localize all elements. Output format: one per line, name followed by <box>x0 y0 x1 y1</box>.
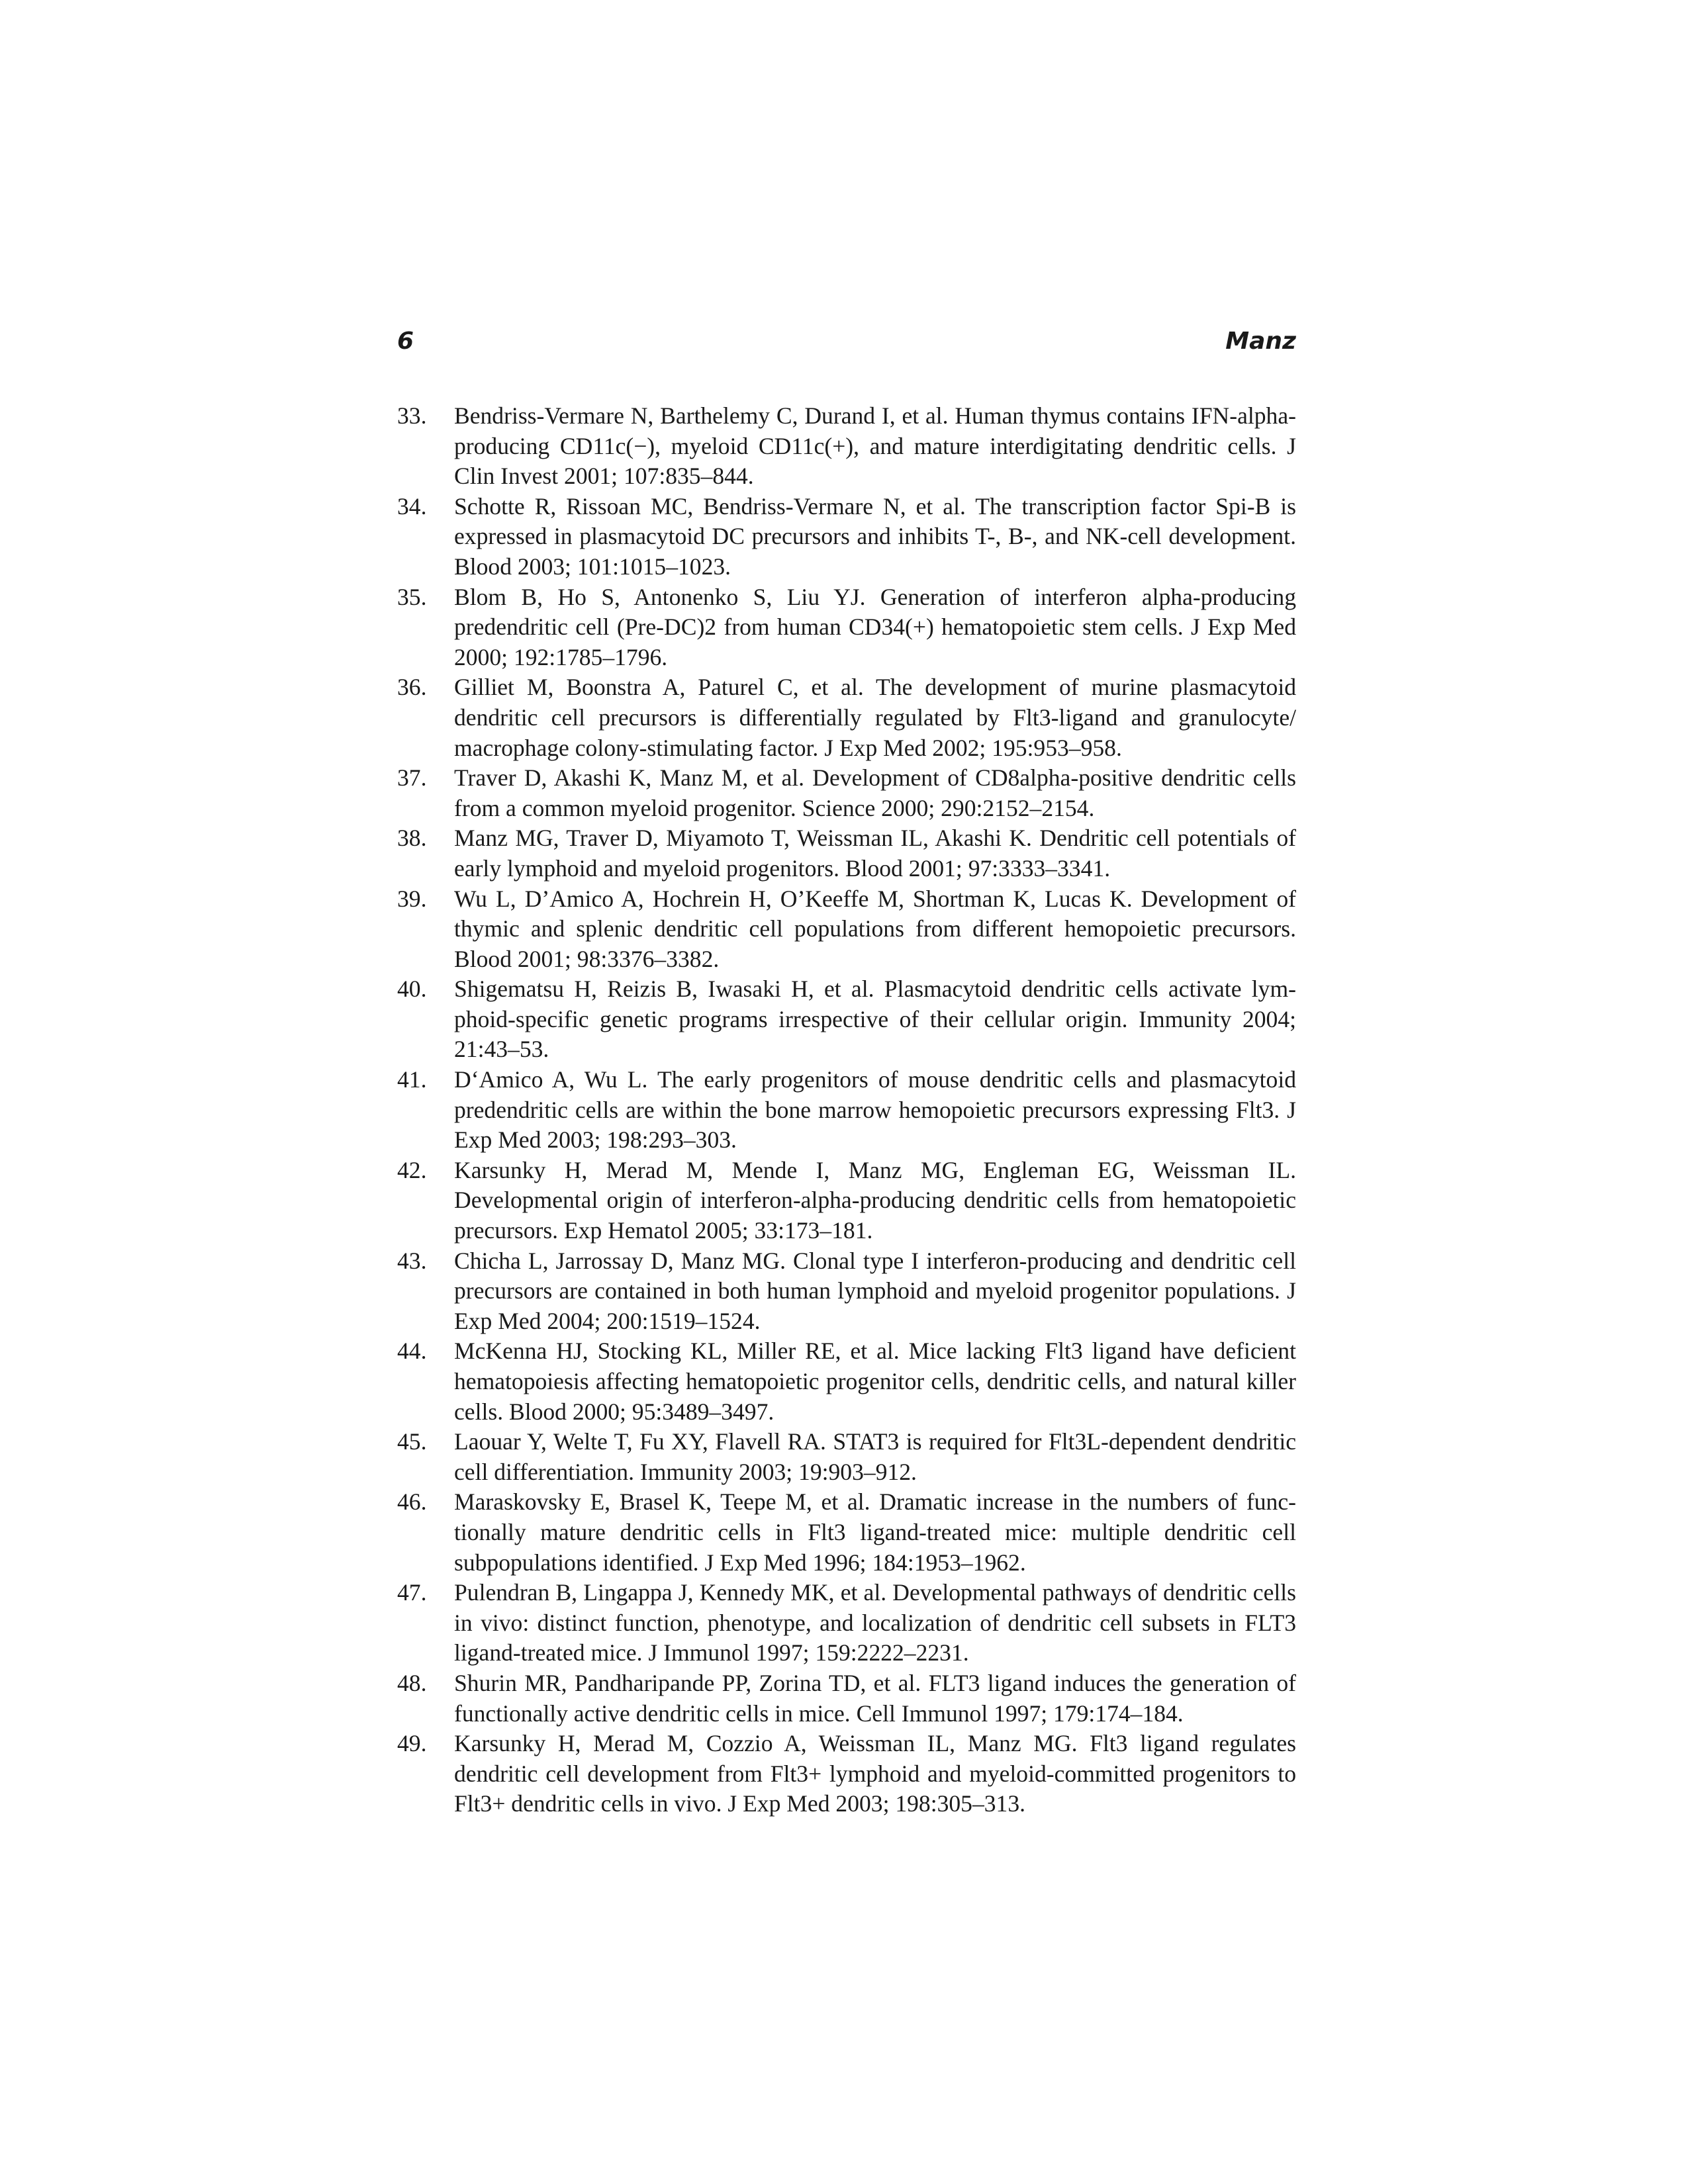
reference-number: 43. <box>397 1247 427 1274</box>
reference-number: 47. <box>397 1579 427 1606</box>
reference-item <box>397 1729 1296 1819</box>
reference-item <box>397 1487 1296 1578</box>
reference-item <box>397 1065 1296 1156</box>
reference-number: 34. <box>397 492 427 520</box>
reference-number: 41. <box>397 1066 427 1093</box>
reference-text: Laouar Y, Welte T, Fu XY, Flavell RA. STAT3 is required for Flt3L-dependent dendritic cell differentiation. Immunity 2003; 19:903–912. <box>454 1428 1296 1485</box>
reference-text: Maraskovsky E, Brasel K, Teepe M, et al. Dramatic increase in the numbers of functionally mature dendritic cells in Flt3 ligand-treated mice: multiple dendritic cell subpopulations identified. J Exp Med 1996; 184:1953–1962. <box>454 1488 1296 1576</box>
reference-text: Manz MG, Traver D, Miyamoto T, Weissman IL, Akashi K. Dendritic cell potentials of early lymphoid and myeloid progenitors. Blood 2001; 97:3333–3341. <box>454 825 1296 882</box>
reference-text: Schotte R, Rissoan MC, Bendriss-Vermare N, et al. The transcription factor Spi-B is expressed in plasmacytoid DC precursors and inhibits T-, B-, and NK-cell development. Blood 2003; 101:1015–1023. <box>454 492 1296 580</box>
reference-item <box>397 823 1296 884</box>
reference-text: Blom B, Ho S, Antonenko S, Liu YJ. Generation of interferon alpha-producing predendritic cell (Pre-DC)2 from human CD34(+) hematopoietic stem cells. J Exp Med 2000; 192:1785–1796. <box>454 583 1296 670</box>
reference-item <box>397 492 1296 582</box>
reference-item <box>397 1427 1296 1487</box>
reference-item <box>397 974 1296 1065</box>
reference-text: Shurin MR, Pandharipande PP, Zorina TD, et al. FLT3 ligand induces the generation of functionally active dendritic cells in mice. Cell Immunol 1997; 179:174–184. <box>454 1669 1296 1727</box>
reference-item <box>397 401 1296 492</box>
reference-text: Bendriss-Vermare N, Barthelemy C, Durand I, et al. Human thymus contains IFN-alpha-producing CD11c(−), myeloid CD11c(+), and mature interdigitating dendritic cells. J Clin Invest 2001; 107:835–844. <box>454 402 1296 490</box>
reference-text: Karsunky H, Merad M, Mende I, Manz MG, Engleman EG, Weissman IL. Developmental origin of interferon-alpha-producing dendritic cells from hematopoietic precursors. Exp Hematol 2005; 33:173–181. <box>454 1156 1296 1244</box>
reference-text: McKenna HJ, Stocking KL, Miller RE, et al. Mice lacking Flt3 ligand have deficient hematopoiesis affecting hematopoietic progenitor cells, dendritic cells, and natural killer cells. Blood 2000; 95:3489–3497. <box>454 1338 1296 1425</box>
reference-number: 36. <box>397 674 427 701</box>
reference-number: 49. <box>397 1730 427 1757</box>
reference-text: Chicha L, Jarrossay D, Manz MG. Clonal type I interferon-producing and dendritic cell precursors are contained in both human lymphoid and myeloid progenitor populations. J Exp Med 2004; 200:1519–1524. <box>454 1247 1296 1334</box>
reference-text: Pulendran B, Lingappa J, Kennedy MK, et al. Developmental pathways of dendritic cells in vivo: distinct function, phenotype, and localization of dendritic cell subsets in FLT3 ligand-treated mice. J Immunol 1997; 159:2222–2231. <box>454 1579 1296 1666</box>
reference-number: 39. <box>397 885 427 912</box>
page-number: 6 <box>397 328 414 355</box>
reference-item <box>397 884 1296 975</box>
running-head <box>397 323 1296 360</box>
reference-item <box>397 1156 1296 1246</box>
reference-item <box>397 1336 1296 1427</box>
reference-number: 45. <box>397 1428 427 1455</box>
reference-text: D‘Amico A, Wu L. The early progenitors of mouse dendritic cells and plasmacytoid predendritic cells are within the bone marrow hemopoietic precursors expressing Flt3. J Exp Med 2003; 198:293–303. <box>454 1066 1296 1154</box>
reference-item <box>397 672 1296 763</box>
reference-item <box>397 582 1296 673</box>
reference-item <box>397 1668 1296 1729</box>
reference-item <box>397 1246 1296 1337</box>
reference-text: Karsunky H, Merad M, Cozzio A, Weissman IL, Manz MG. Flt3 ligand regulates dendritic cell development from Flt3+ lymphoid and myeloid-committed progenitors to Flt3+ dendritic cells in vivo. J Exp Med 2003; 198:305–313. <box>454 1730 1296 1817</box>
reference-number: 33. <box>397 402 427 429</box>
reference-number: 38. <box>397 825 427 852</box>
reference-item <box>397 763 1296 823</box>
reference-list <box>397 401 1296 1819</box>
reference-text: Traver D, Akashi K, Manz M, et al. Development of CD8alpha-positive dendritic cells from a common myeloid progenitor. Science 2000; 290:2152–2154. <box>454 764 1296 821</box>
reference-number: 35. <box>397 583 427 610</box>
reference-item <box>397 1578 1296 1668</box>
reference-number: 40. <box>397 976 427 1003</box>
running-head-author: Manz <box>1225 328 1296 355</box>
reference-text: Shigematsu H, Reizis B, Iwasaki H, et al. Plasmacytoid dendritic cells activate lymphoid-specific genetic programs irrespective of their cellular origin. Immunity 2004; 21:43–53. <box>454 976 1296 1063</box>
reference-number: 46. <box>397 1488 427 1516</box>
reference-text: Gilliet M, Boonstra A, Paturel C, et al. The development of murine plasmacytoid dendritic cell precursors is differentially regulated by Flt3-ligand and granulocyte/​macrophage colony-stimulating factor. J Exp Med 2002; 195:953–958. <box>454 674 1296 761</box>
reference-text: Wu L, D’Amico A, Hochrein H, O’Keeffe M, Shortman K, Lucas K. Development of thymic and splenic dendritic cell populations from different hemopoietic precursors. Blood 2001; 98:3376–3382. <box>454 885 1296 972</box>
reference-number: 48. <box>397 1669 427 1696</box>
reference-number: 42. <box>397 1156 427 1183</box>
reference-number: 44. <box>397 1338 427 1365</box>
reference-number: 37. <box>397 764 427 792</box>
